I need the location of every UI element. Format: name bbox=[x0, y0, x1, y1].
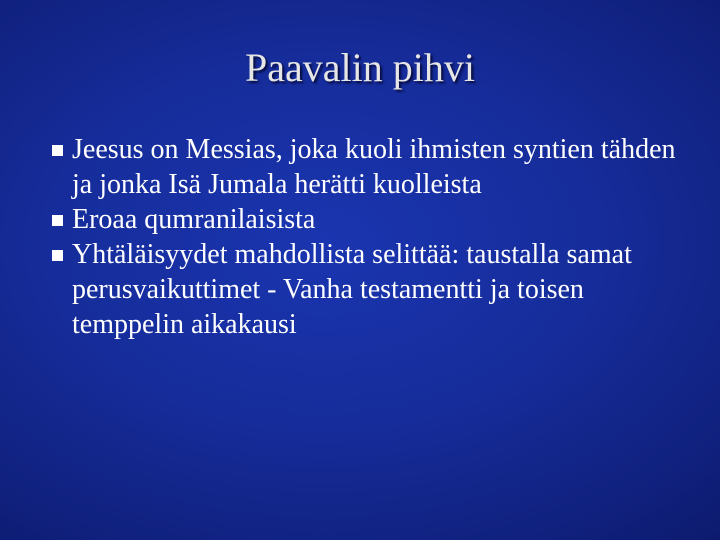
square-bullet-icon bbox=[52, 250, 63, 261]
bullet-item bbox=[50, 132, 700, 202]
bullet-item bbox=[50, 237, 700, 342]
bullet-list bbox=[50, 132, 700, 342]
square-bullet-icon bbox=[52, 215, 63, 226]
bullet-text: Eroaa qumranilaisista bbox=[72, 204, 316, 235]
bullet-item bbox=[50, 202, 700, 237]
bullet-text: Jeesus on Messias, joka kuoli ihmisten syntien tähden ja jonka Isä Jumala herätti kuolleista bbox=[72, 134, 676, 200]
square-bullet-icon bbox=[52, 145, 63, 156]
slide-title: Paavalin pihvi bbox=[245, 45, 475, 90]
bullet-text: Yhtäläisyydet mahdollista selittää: taustalla samat perusvaikuttimet - Vanha testamentti ja toisen temppelin aikakausi bbox=[72, 239, 632, 340]
